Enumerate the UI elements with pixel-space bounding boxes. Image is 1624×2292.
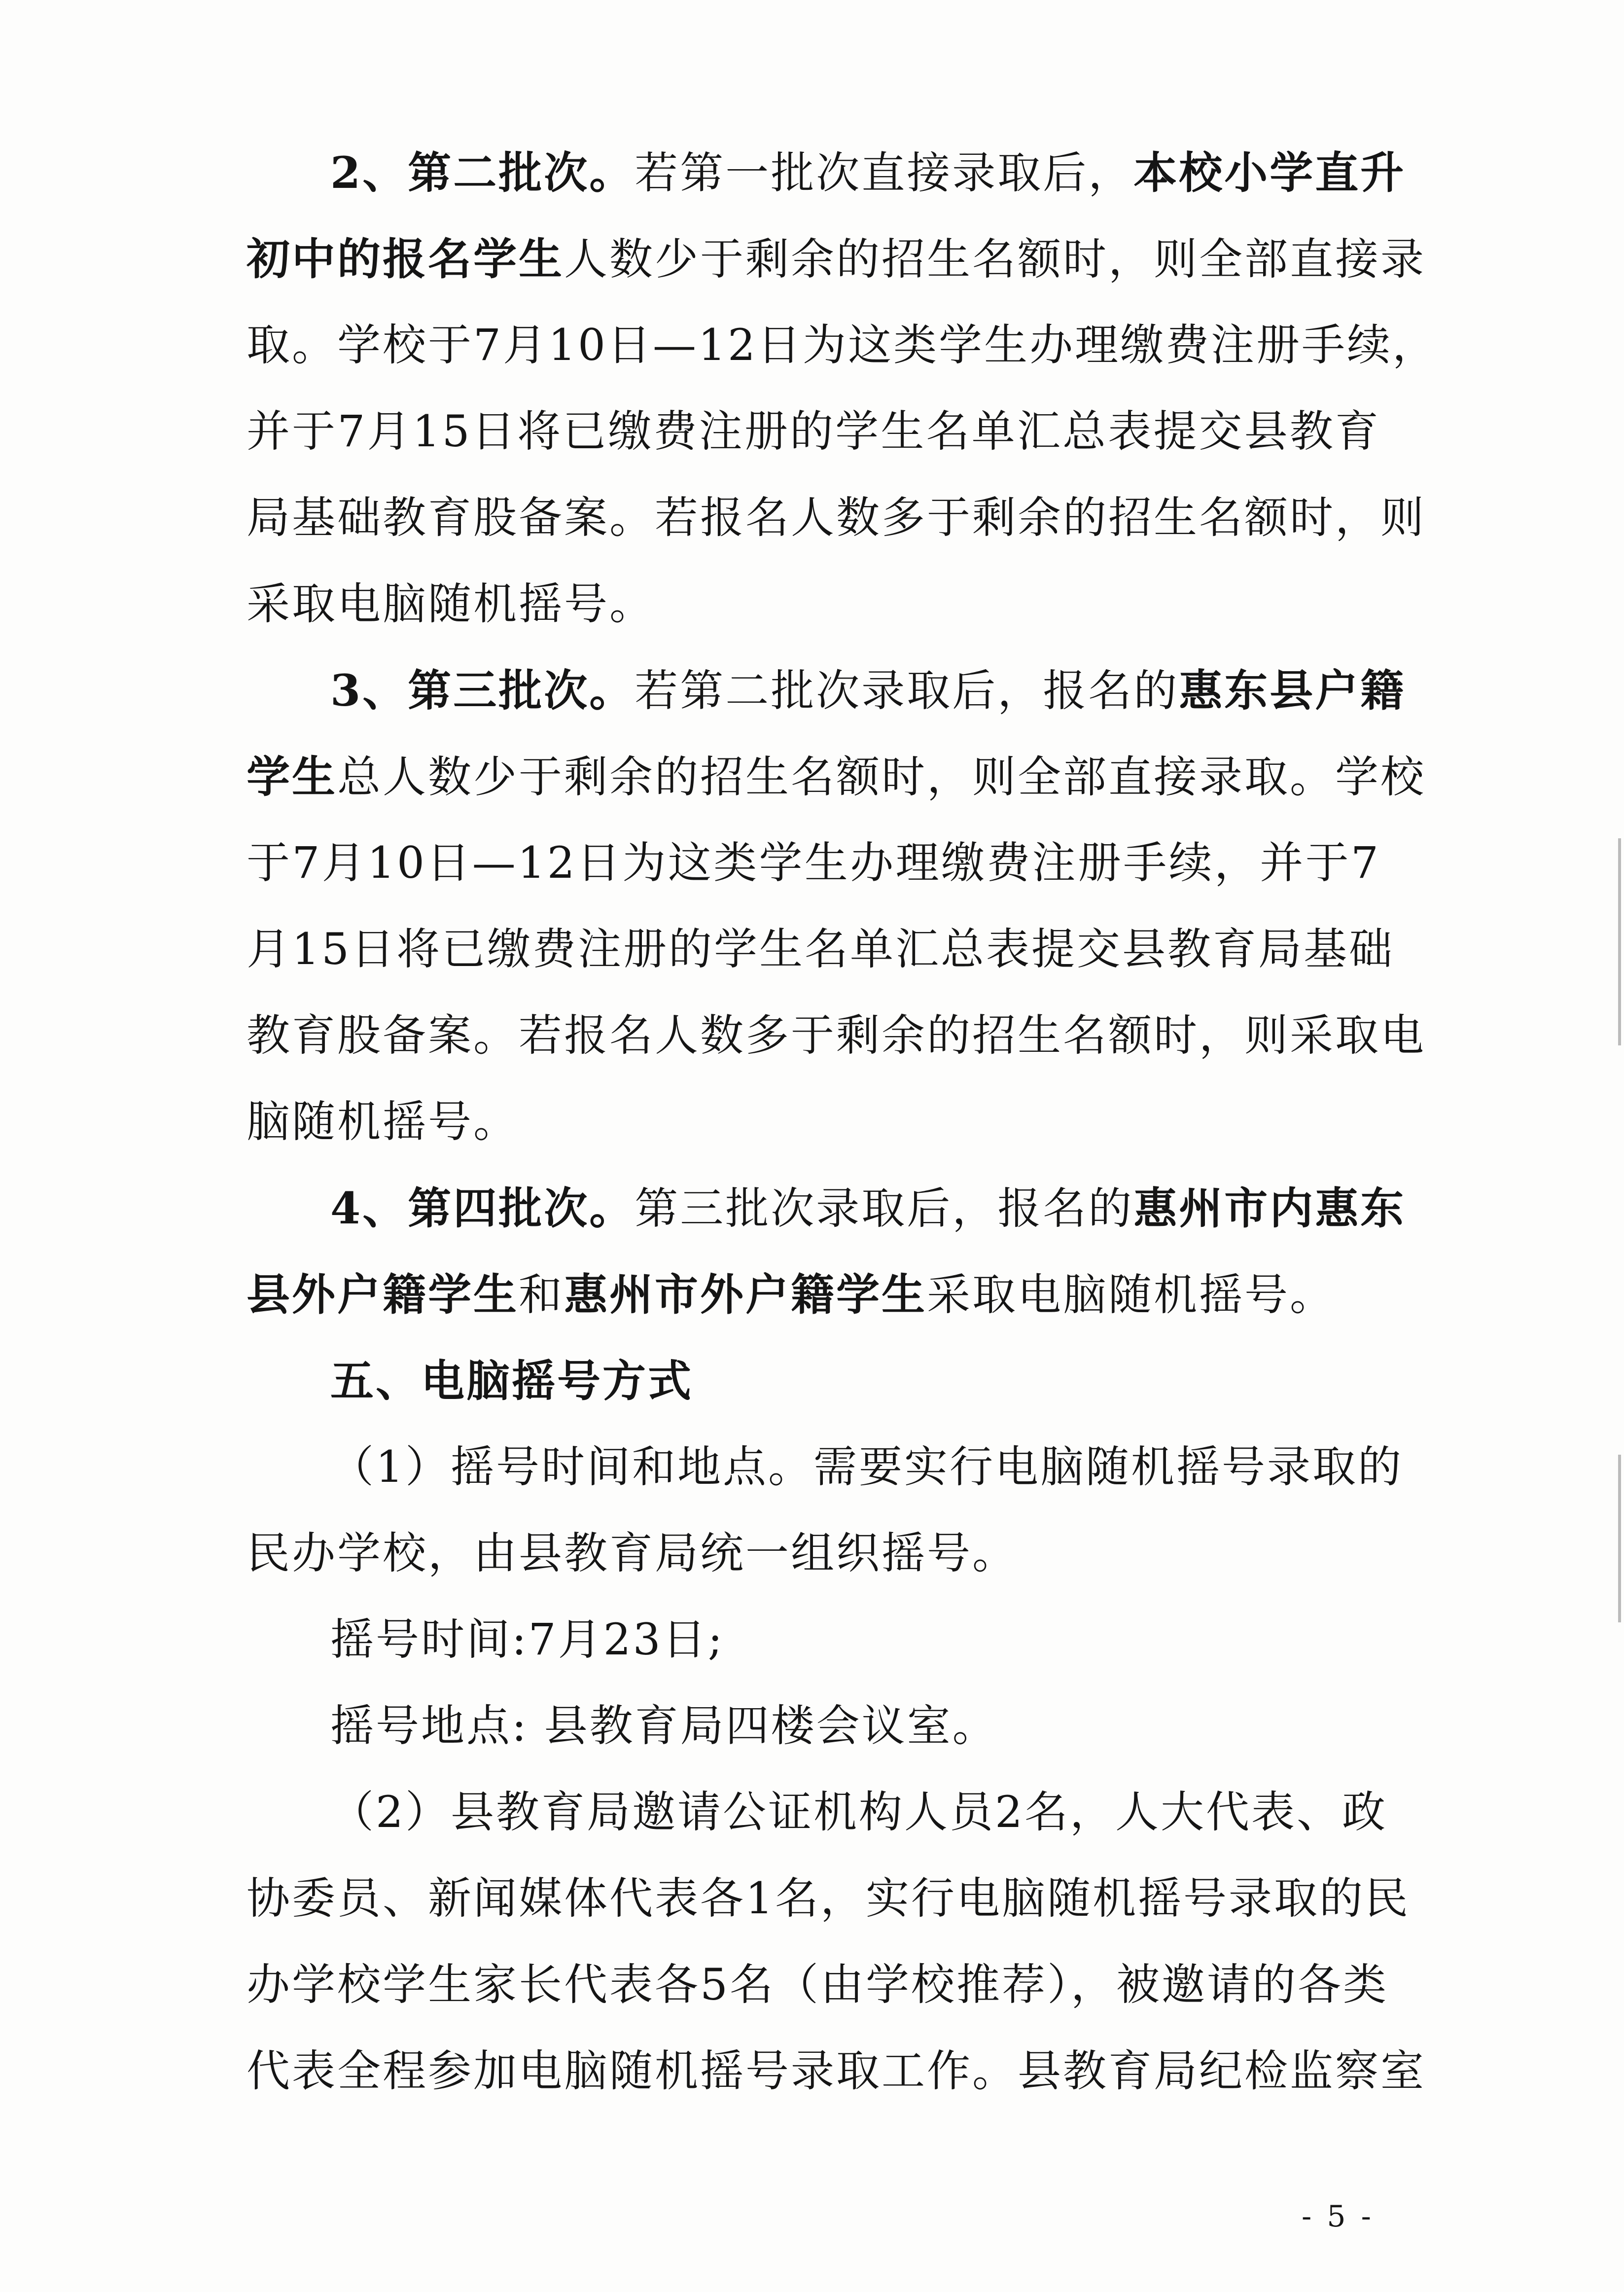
emphasis-span: 县外户籍学生 (247, 1269, 519, 1320)
paragraph-batch-3-line-6 (247, 1097, 519, 1146)
text-span: 教育股备案。若报名人数多于剩余的招生名额时，则采取电 (247, 1010, 1426, 1061)
emphasis-span: 学生 (247, 751, 338, 802)
section-heading-lottery (330, 1356, 693, 1406)
paragraph-batch-2-line-3 (247, 320, 1438, 370)
item-2-line-1 (330, 1787, 1387, 1837)
text-span: 脑随机摇号。 (247, 1096, 519, 1147)
text-span: 采取电脑随机摇号。 (927, 1269, 1336, 1320)
text-span: 采取电脑随机摇号。 (247, 578, 655, 629)
emphasis-span: 惠州市内惠东 (1133, 1182, 1406, 1234)
text-span: 代表全程参加电脑随机摇号录取工作。县教育局纪检监察室 (247, 2045, 1426, 2096)
text-span: 第三批次录取后，报名的 (635, 1183, 1134, 1234)
scan-edge-mark (1618, 838, 1621, 1045)
heading-batch-4: 4、第四批次。 (330, 1182, 635, 1234)
paragraph-batch-4-line-2 (247, 1270, 1335, 1320)
emphasis-span: 本校小学直升 (1133, 147, 1406, 198)
paragraph-batch-2-line-2 (247, 233, 1426, 285)
scan-edge-mark (1618, 1455, 1621, 1622)
lottery-location (330, 1701, 998, 1751)
paragraph-batch-3-line-2 (247, 751, 1426, 802)
item-2-line-4 (247, 2045, 1426, 2096)
paragraph-batch-2-line-5 (247, 492, 1426, 543)
item-1-line-1 (330, 1441, 1403, 1492)
text-span: 办学校学生家长代表各5名（由学校推荐），被邀请的各类 (247, 1959, 1388, 2010)
lottery-time (330, 1615, 724, 1664)
emphasis-span: 惠东县户籍 (1179, 665, 1406, 716)
text-span: 月15日将已缴费注册的学生名单汇总表提交县教育局基础 (247, 924, 1394, 974)
paragraph-batch-3-line-5 (247, 1010, 1426, 1061)
text-span: （2）县教育局邀请公证机构人员2名，人大代表、政 (330, 1787, 1387, 1837)
emphasis-span: 惠州市外户籍学生 (564, 1269, 927, 1320)
text-span: 摇号时间:7月23日; (330, 1614, 725, 1665)
paragraph-batch-2-line-4 (247, 407, 1380, 456)
paragraph-batch-3-line-3 (247, 838, 1380, 888)
heading-batch-2: 2、第二批次。 (330, 147, 635, 198)
text-span: 协委员、新闻媒体代表各1名，实行电脑随机摇号录取的民 (247, 1873, 1410, 1924)
text-span: 摇号地点: 县教育局四楼会议室。 (330, 1700, 998, 1751)
heading-batch-3: 3、第三批次。 (330, 665, 635, 716)
paragraph-batch-2-line-6 (247, 579, 655, 629)
text-span: 于7月10日—12日为这类学生办理缴费注册手续，并于7 (247, 837, 1380, 888)
section-title: 五、电脑摇号方式 (330, 1355, 694, 1406)
page-number: - 5 - (1302, 2199, 1374, 2234)
emphasis-span: 初中的报名学生 (247, 233, 565, 285)
text-span: 并于7月15日将已缴费注册的学生名单汇总表提交县教育 (247, 406, 1380, 457)
text-span: （1）摇号时间和地点。需要实行电脑随机摇号录取的 (330, 1441, 1403, 1492)
text-span: 民办学校，由县教育局统一组织摇号。 (247, 1528, 1018, 1578)
paragraph-batch-4-line-1 (330, 1182, 1406, 1234)
text-span: 局基础教育股备案。若报名人数多于剩余的招生名额时，则 (247, 492, 1426, 543)
text-span: 取。学校于7月10日—12日为这类学生办理缴费注册手续， (247, 320, 1438, 370)
item-1-line-2 (247, 1529, 1018, 1578)
text-span: 若第二批次录取后，报名的 (635, 665, 1179, 716)
text-span: 和 (519, 1269, 565, 1320)
paragraph-batch-3-line-1 (330, 665, 1406, 716)
text-span: 人数少于剩余的招生名额时，则全部直接录 (564, 234, 1426, 285)
item-2-line-2 (247, 1873, 1410, 1924)
paragraph-batch-2-line-1 (330, 147, 1406, 198)
text-span: 总人数少于剩余的招生名额时，则全部直接录取。学校 (337, 752, 1426, 802)
item-2-line-3 (247, 1959, 1388, 2010)
text-span: 若第一批次直接录取后， (635, 147, 1134, 198)
paragraph-batch-3-line-4 (247, 924, 1394, 974)
